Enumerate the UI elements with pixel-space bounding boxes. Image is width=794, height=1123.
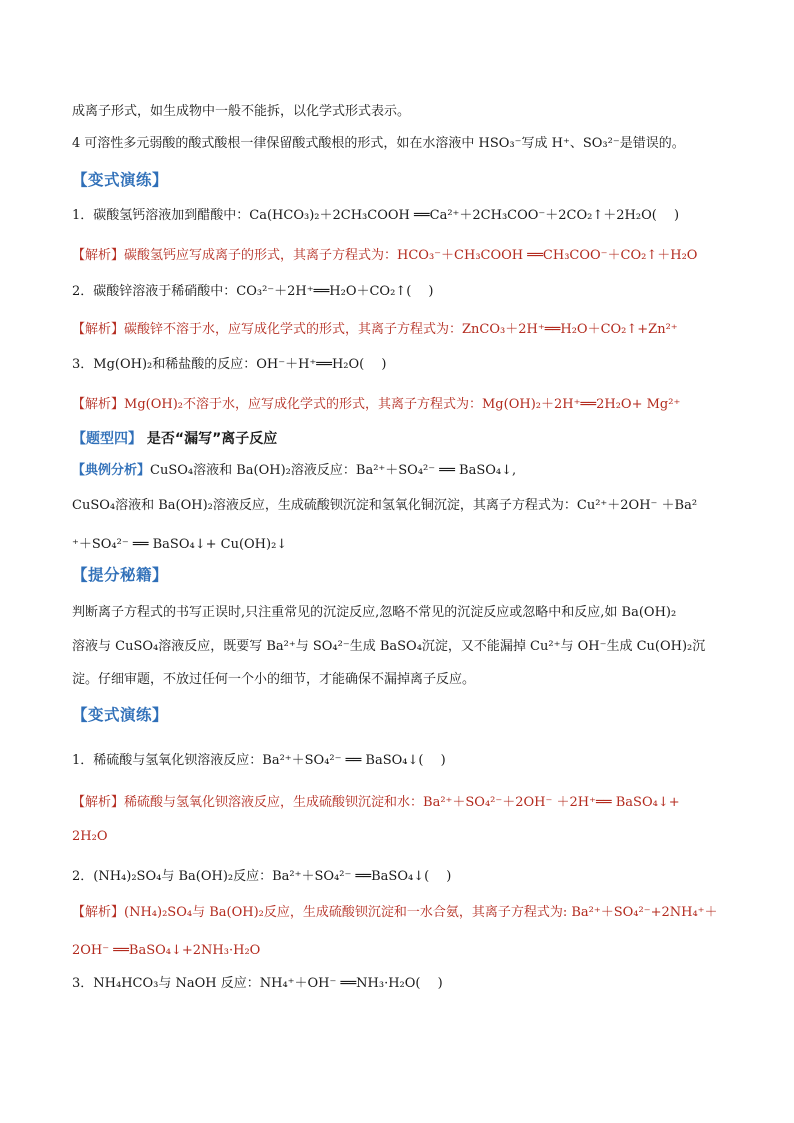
question-6: 3．NH₄HCO₃与 NaOH 反应：NH₄⁺＋OH⁻ ══NH₃·H₂O( ) — [72, 976, 443, 991]
example-text: CuSO₄溶液和 Ba(OH)₂溶液反应：Ba²⁺＋SO₄²⁻ ══ BaSO₄↓, — [150, 463, 517, 478]
example-line — [72, 462, 516, 480]
text-line: 溶液与 CuSO₄溶液反应，既要写 Ba²⁺与 SO₄²⁻生成 BaSO₄沉淀，又不能漏掉 Cu²⁺与 OH⁻生成 Cu(OH)₂沉 — [72, 639, 706, 654]
type-label: 【题型四】 — [72, 431, 142, 447]
analysis-label: 【解析】 — [72, 322, 125, 337]
analysis-label: 【解析】 — [72, 905, 125, 920]
analysis-1 — [72, 247, 697, 265]
text-line: 淀。仔细审题，不放过任何一个小的细节，才能确保不漏掉离子反应。 — [72, 672, 476, 687]
analysis-2 — [72, 321, 678, 339]
analysis-label: 【解析】 — [72, 248, 125, 263]
analysis-text: 稀硫酸与氢氧化钡溶液反应，生成硫酸钡沉淀和水：Ba²⁺＋SO₄²⁻＋2OH⁻ ＋2H⁺══ BaSO₄↓+ — [124, 795, 680, 810]
analysis-4-cont: 2H₂O — [72, 829, 108, 844]
analysis-label: 【解析】 — [72, 397, 125, 412]
text-line: CuSO₄溶液和 Ba(OH)₂溶液反应，生成硫酸钡沉淀和氢氧化铜沉淀，其离子方程式为：Cu²⁺＋2OH⁻ ＋Ba² — [72, 498, 698, 513]
text-line: ⁺＋SO₄²⁻ ══ BaSO₄↓+ Cu(OH)₂↓ — [72, 537, 288, 552]
section-heading: 【提分秘籍】 — [72, 566, 169, 584]
question-3: 3．Mg(OH)₂和稀盐酸的反应：OH⁻＋H⁺══H₂O( ) — [72, 357, 387, 372]
analysis-text: (NH₄)₂SO₄与 Ba(OH)₂反应，生成硫酸钡沉淀和一水合氨，其离子方程式为: Ba²⁺＋SO₄²⁻+2NH₄⁺＋ — [124, 905, 718, 920]
question-2: 2．碳酸锌溶液于稀硝酸中：CO₃²⁻＋2H⁺══H₂O＋CO₂↑( ) — [72, 284, 434, 299]
analysis-5 — [72, 904, 718, 922]
question-1: 1．碳酸氢钙溶液加到醋酸中：Ca(HCO₃)₂＋2CH₃COOH ══Ca²⁺＋2CH₃COO⁻＋2CO₂↑＋2H₂O( ) — [72, 208, 680, 223]
text-line: 4 可溶性多元弱酸的酸式酸根一律保留酸式酸根的形式，如在水溶液中 HSO₃⁻写成 H⁺、SO₃²⁻是错误的。 — [72, 136, 685, 151]
type-title: 是否“漏写”离子反应 — [142, 431, 278, 447]
question-4: 1．稀硫酸与氢氧化钡溶液反应：Ba²⁺＋SO₄²⁻ ══ BaSO₄↓( ) — [72, 753, 446, 768]
section-heading: 【变式演练】 — [72, 171, 169, 189]
analysis-text: 碳酸氢钙应写成离子的形式，其离子方程式为：HCO₃⁻＋CH₃COOH ══CH₃COO⁻＋CO₂↑＋H₂O — [124, 248, 698, 263]
question-5: 2．(NH₄)₂SO₄与 Ba(OH)₂反应：Ba²⁺＋SO₄²⁻ ══BaSO₄↓( ) — [72, 869, 452, 884]
text-line: 判断离子方程式的书写正误时,只注重常见的沉淀反应,忽略不常见的沉淀反应或忽略中和反应,如 Ba(OH)₂ — [72, 605, 677, 620]
analysis-3 — [72, 396, 680, 414]
analysis-label: 【解析】 — [72, 795, 125, 810]
analysis-text: 碳酸锌不溶于水，应写成化学式的形式，其离子方程式为：ZnCO₃＋2H⁺══H₂O＋CO₂↑+Zn²⁺ — [124, 322, 678, 337]
type-heading — [72, 430, 277, 448]
section-heading: 【变式演练】 — [72, 706, 169, 724]
analysis-text: Mg(OH)₂不溶于水，应写成化学式的形式，其离子方程式为：Mg(OH)₂＋2H⁺══2H₂O+ Mg²⁺ — [124, 397, 681, 412]
analysis-5-cont: 2OH⁻ ══BaSO₄↓+2NH₃·H₂O — [72, 943, 261, 958]
text-line: 成离子形式，如生成物中一般不能拆，以化学式形式表示。 — [72, 104, 411, 119]
analysis-4 — [72, 794, 680, 812]
example-label: 【典例分析】 — [72, 463, 151, 478]
